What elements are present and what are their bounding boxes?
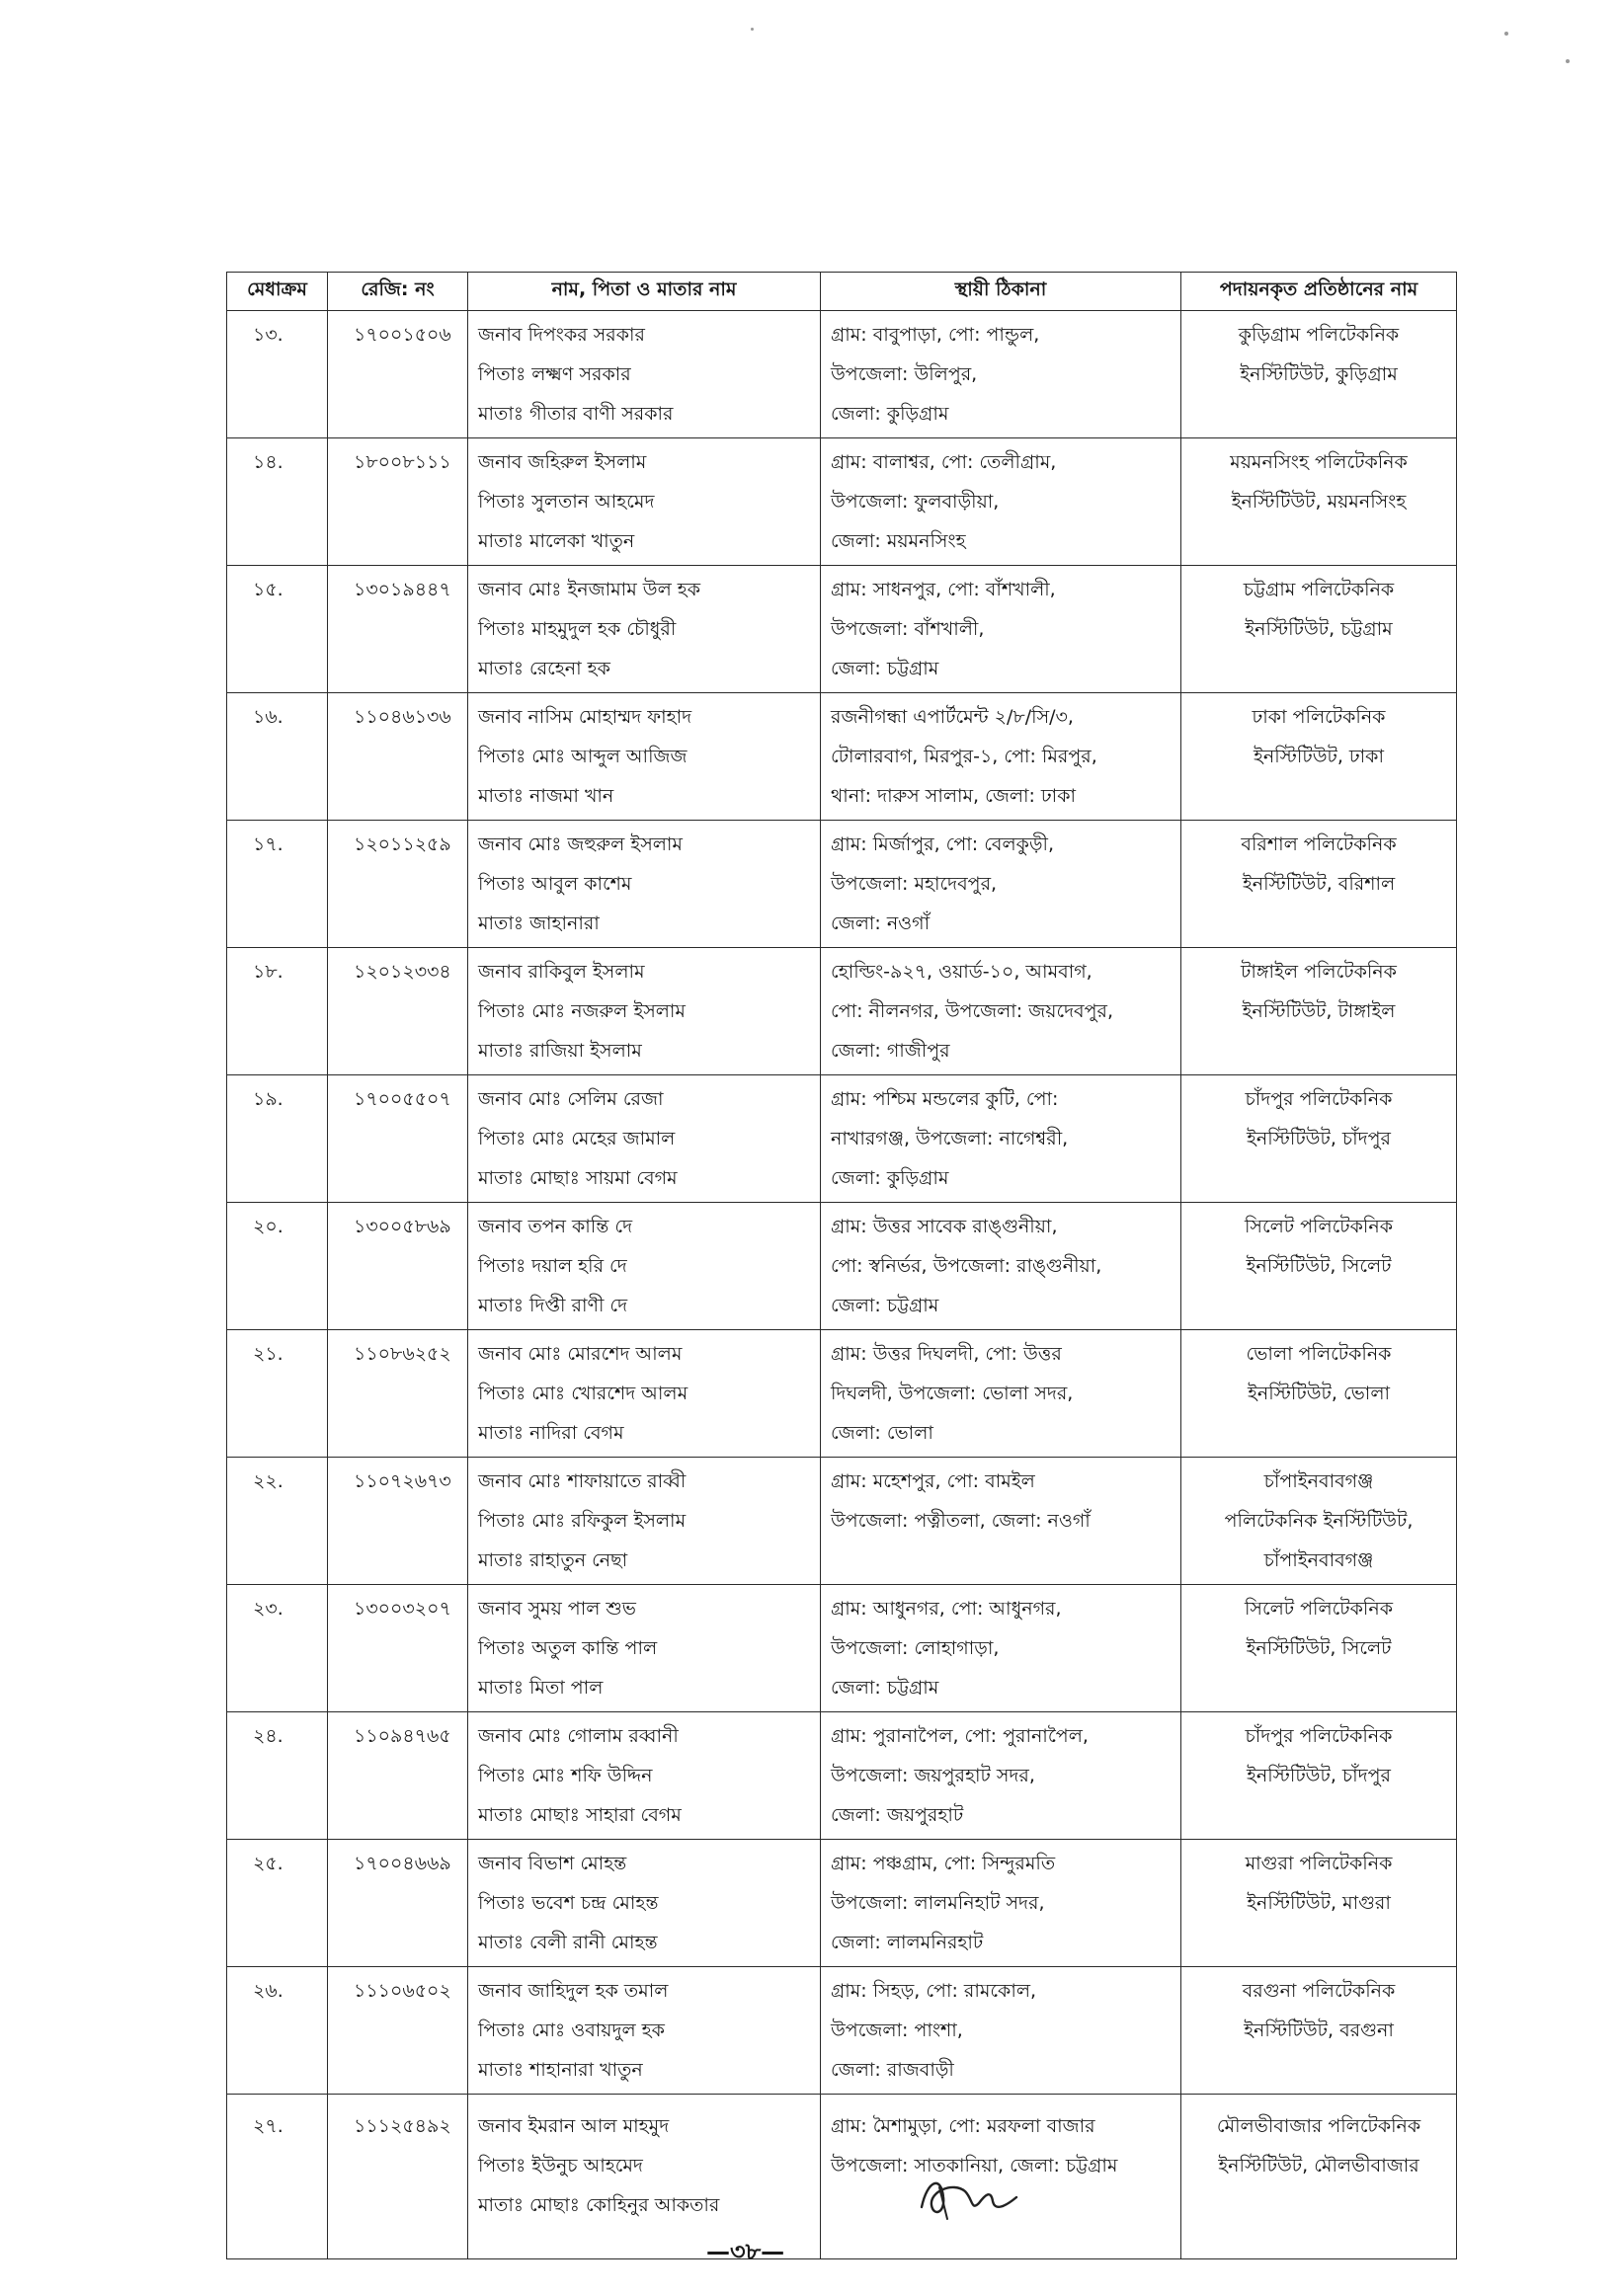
cell-name-line: মাতাঃ নাজমা খান	[478, 785, 614, 807]
cell-serial: ২২.	[227, 1458, 328, 1585]
cell-institute-line: ইনস্টিটিউট, কুড়িগ্রাম	[1240, 363, 1398, 385]
cell-reg-no: ১৩০০৫৮৬৯	[328, 1203, 468, 1330]
cell-name-line: মাতাঃ দিপ্তী রাণী দে	[478, 1295, 628, 1316]
table-row	[227, 1458, 1457, 1585]
cell-name-line: পিতাঃ মোঃ ওবায়দুল হক	[478, 2019, 665, 2041]
cell-name-line: জনাব জহিরুল ইসলাম	[478, 451, 647, 473]
header-serial: মেধাক্রম	[227, 273, 328, 311]
cell-name-line: পিতাঃ মোঃ মেহের জামাল	[478, 1128, 676, 1149]
cell-institute-line: ইনস্টিটিউট, ঢাকা	[1254, 746, 1384, 767]
cell-reg-no: ১১১২৫৪৯২	[328, 2095, 468, 2259]
cell-institute-line: ইনস্টিটিউট, সিলেট	[1246, 1637, 1392, 1659]
cell-name-line: জনাব মোঃ শাফায়াতে রাব্বী	[478, 1470, 687, 1492]
cell-address-line: উপজেলা: লালমনিহাট সদর,	[831, 1892, 1045, 1914]
cell-address-line: জেলা: ময়মনসিংহ	[831, 530, 966, 552]
table-row	[227, 2095, 1457, 2259]
cell-address-line: রজনীগন্ধা এপার্টমেন্ট ২/৮/সি/৩,	[831, 706, 1074, 728]
cell-institute-line: ইনস্টিটিউট, বরগুনা	[1244, 2019, 1394, 2041]
cell-institute-line: ইনস্টিটিউট, সিলেট	[1246, 1255, 1392, 1277]
cell-name	[468, 1967, 821, 2095]
cell-serial: ১৬.	[227, 693, 328, 821]
header-name: নাম, পিতা ও মাতার নাম	[468, 273, 821, 311]
table-row	[227, 1585, 1457, 1712]
cell-address-line: জেলা: কুড়িগ্রাম	[831, 403, 949, 425]
cell-address-line: গ্রাম: উত্তর সাবেক রাঙ্গুনীয়া,	[831, 1216, 1058, 1237]
cell-address-line: উপজেলা: ফুলবাড়ীয়া,	[831, 491, 1000, 513]
cell-address-line: থানা: দারুস সালাম, জেলা: ঢাকা	[831, 785, 1076, 807]
cell-name-line: মাতাঃ গীতার বাণী সরকার	[478, 403, 674, 425]
cell-reg-no: ১২০১২৩৩৪	[328, 948, 468, 1075]
cell-address-line: গ্রাম: উত্তর দিঘলদী, পো: উত্তর	[831, 1343, 1062, 1365]
cell-institute	[1181, 566, 1457, 693]
cell-institute-line: ভোলা পলিটেকনিক	[1246, 1343, 1392, 1365]
cell-name-line: জনাব মোঃ ইনজামাম উল হক	[478, 579, 701, 600]
table-row	[227, 1330, 1457, 1458]
cell-address-line: জেলা: জয়পুরহাট	[831, 1804, 964, 1826]
cell-address-line: জেলা: রাজবাড়ী	[831, 2059, 954, 2081]
cell-address-line: জেলা: ভোলা	[831, 1422, 933, 1444]
cell-address	[821, 1585, 1181, 1712]
cell-institute-line: চট্টগ্রাম পলিটেকনিক	[1243, 579, 1395, 600]
cell-address-line: জেলা: লালমনিরহাট	[831, 1932, 984, 1953]
cell-address	[821, 1967, 1181, 2095]
cell-reg-no: ১৭০০১৫০৬	[328, 311, 468, 438]
cell-institute-line: মাগুরা পলিটেকনিক	[1245, 1853, 1393, 1874]
cell-reg-no: ১১০৭২৬৭৩	[328, 1458, 468, 1585]
cell-name	[468, 1203, 821, 1330]
cell-address-line: উপজেলা: পাংশা,	[831, 2019, 963, 2041]
cell-name	[468, 311, 821, 438]
cell-institute-line: ইনস্টিটিউট, চট্টগ্রাম	[1245, 618, 1393, 640]
cell-institute	[1181, 948, 1457, 1075]
cell-address-line: দিঘলদী, উপজেলা: ভোলা সদর,	[831, 1383, 1074, 1404]
cell-institute-line: মৌলভীবাজার পলিটেকনিক	[1216, 2115, 1421, 2137]
cell-name-line: মাতাঃ মিতা পাল	[478, 1677, 604, 1699]
cell-name-line: মাতাঃ রেহেনা হক	[478, 658, 610, 679]
cell-address-line: গ্রাম: বালাশ্বর, পো: তেলীগ্রাম,	[831, 451, 1057, 473]
table-row	[227, 948, 1457, 1075]
cell-name-line: মাতাঃ জাহানারা	[478, 912, 600, 934]
header-address: স্থায়ী ঠিকানা	[821, 273, 1181, 311]
cell-address-line: উপজেলা: পত্নীতলা, জেলা: নওগাঁ	[831, 1510, 1091, 1532]
cell-institute-line: কুড়িগ্রাম পলিটেকনিক	[1238, 324, 1400, 346]
cell-institute	[1181, 1330, 1457, 1458]
cell-name	[468, 1840, 821, 1967]
cell-address-line: গ্রাম: পঞ্চগ্রাম, পো: সিন্দুরমতি	[831, 1853, 1056, 1874]
cell-address-line: গ্রাম: আধুনগর, পো: আধুনগর,	[831, 1598, 1062, 1620]
cell-serial: ১৮.	[227, 948, 328, 1075]
cell-serial: ২৪.	[227, 1712, 328, 1840]
cell-name	[468, 1075, 821, 1203]
cell-serial: ২৩.	[227, 1585, 328, 1712]
table-row	[227, 1967, 1457, 2095]
table-row	[227, 566, 1457, 693]
cell-institute-line: চাঁদপুর পলিটেকনিক	[1245, 1088, 1393, 1110]
table-row	[227, 1075, 1457, 1203]
cell-address-line: জেলা: নওগাঁ	[831, 912, 931, 934]
cell-address-line: জেলা: চট্টগ্রাম	[831, 658, 939, 679]
cell-serial: ২৬.	[227, 1967, 328, 2095]
cell-name-line: পিতাঃ দয়াল হরি দে	[478, 1255, 627, 1277]
cell-address-line: হোল্ডিং-৯২৭, ওয়ার্ড-১০, আমবাগ,	[831, 961, 1093, 983]
cell-institute-line: ইনস্টিটিউট, মৌলভীবাজার	[1218, 2155, 1419, 2177]
posting-table-container	[226, 272, 1456, 2259]
cell-name	[468, 438, 821, 566]
cell-name-line: পিতাঃ মোঃ রফিকুল ইসলাম	[478, 1510, 687, 1532]
cell-address	[821, 438, 1181, 566]
cell-name-line: মাতাঃ রাহাতুন নেছা	[478, 1549, 628, 1571]
cell-address	[821, 1330, 1181, 1458]
table-row	[227, 1712, 1457, 1840]
cell-name-line: জনাব জাহিদুল হক তমাল	[478, 1980, 669, 2002]
cell-name-line: পিতাঃ ভবেশ চন্দ্র মোহন্ত	[478, 1892, 659, 1914]
cell-name-line: পিতাঃ মাহমুদুল হক চৌধুরী	[478, 618, 677, 640]
cell-address-line: জেলা: চট্টগ্রাম	[831, 1295, 939, 1316]
cell-institute-line: ইনস্টিটিউট, ভোলা	[1248, 1383, 1390, 1404]
cell-name	[468, 1330, 821, 1458]
cell-name-line: জনাব রাকিবুল ইসলাম	[478, 961, 645, 983]
cell-name	[468, 566, 821, 693]
posting-table	[226, 272, 1457, 2259]
cell-address-line: গ্রাম: সাধনপুর, পো: বাঁশখালী,	[831, 579, 1056, 600]
cell-institute-line: ইনস্টিটিউট, ময়মনসিংহ	[1231, 491, 1407, 513]
cell-address	[821, 1203, 1181, 1330]
header-institute: পদায়নকৃত প্রতিষ্ঠানের নাম	[1181, 273, 1457, 311]
cell-name	[468, 1585, 821, 1712]
cell-address-line: পো: নীলনগর, উপজেলা: জয়দেবপুর,	[831, 1000, 1114, 1022]
cell-address-line: গ্রাম: বাবুপাড়া, পো: পান্ডুল,	[831, 324, 1040, 346]
cell-address-line: জেলা: গাজীপুর	[831, 1040, 950, 1062]
cell-reg-no: ১৭০০৪৬৬৯	[328, 1840, 468, 1967]
cell-address	[821, 948, 1181, 1075]
page-number: —৩৮—	[706, 2238, 785, 2265]
scan-speck	[751, 28, 754, 31]
cell-institute	[1181, 2095, 1457, 2259]
table-row	[227, 1840, 1457, 1967]
table-row	[227, 693, 1457, 821]
table-row	[227, 1203, 1457, 1330]
cell-reg-no: ১৩০০৩২০৭	[328, 1585, 468, 1712]
cell-name-line: জনাব মোঃ সেলিম রেজা	[478, 1088, 664, 1110]
cell-address-line: গ্রাম: মহেশপুর, পো: বামইল	[831, 1470, 1035, 1492]
cell-name-line: জনাব দিপংকর সরকার	[478, 324, 645, 346]
cell-name	[468, 1458, 821, 1585]
cell-name-line: পিতাঃ মোঃ নজরুল ইসলাম	[478, 1000, 686, 1022]
cell-institute-line: ইনস্টিটিউট, মাগুরা	[1247, 1892, 1391, 1914]
cell-reg-no: ১৩০১৯৪৪৭	[328, 566, 468, 693]
cell-address	[821, 1458, 1181, 1585]
cell-institute	[1181, 1585, 1457, 1712]
cell-name-line: মাতাঃ শাহানারা খাতুন	[478, 2059, 643, 2081]
cell-address	[821, 1840, 1181, 1967]
cell-name-line: পিতাঃ অতুল কান্তি পাল	[478, 1637, 658, 1659]
cell-name-line: জনাব বিভাশ মোহন্ত	[478, 1853, 627, 1874]
signature	[914, 2168, 1022, 2227]
cell-reg-no: ১২০১১২৫৯	[328, 821, 468, 948]
cell-name-line: মাতাঃ রাজিয়া ইসলাম	[478, 1040, 642, 1062]
cell-name-line: মাতাঃ নাদিরা বেগম	[478, 1422, 624, 1444]
cell-address-line: উপজেলা: মহাদেবপুর,	[831, 873, 998, 895]
cell-address-line: উপজেলা: উলিপুর,	[831, 363, 978, 385]
cell-institute-line: সিলেট পলিটেকনিক	[1244, 1216, 1393, 1237]
cell-institute-line: সিলেট পলিটেকনিক	[1244, 1598, 1393, 1620]
cell-institute-line: বরগুনা পলিটেকনিক	[1242, 1980, 1396, 2002]
cell-address	[821, 1075, 1181, 1203]
cell-institute-line: চাঁপাইনবাবগঞ্জ	[1263, 1549, 1374, 1571]
cell-address-line: টোলারবাগ, মিরপুর-১, পো: মিরপুর,	[831, 746, 1097, 767]
cell-name-line: জনাব তপন কান্তি দে	[478, 1216, 633, 1237]
cell-name-line: মাতাঃ মোছাঃ কোহিনুর আকতার	[478, 2194, 720, 2216]
cell-address-line: গ্রাম: পুরানাপৈল, পো: পুরানাপৈল,	[831, 1725, 1089, 1747]
cell-name-line: জনাব ইমরান আল মাহমুদ	[478, 2115, 670, 2137]
scan-speck	[1566, 59, 1570, 63]
table-body	[227, 311, 1457, 2259]
cell-name-line: পিতাঃ মোঃ খোরশেদ আলম	[478, 1383, 688, 1404]
cell-name-line: জনাব মোঃ জহুরুল ইসলাম	[478, 833, 683, 855]
cell-name-line: পিতাঃ আবুল কাশেম	[478, 873, 632, 895]
cell-address-line: জেলা: কুড়িগ্রাম	[831, 1167, 949, 1189]
cell-institute	[1181, 693, 1457, 821]
cell-serial: ১৫.	[227, 566, 328, 693]
cell-institute-line: পলিটেকনিক ইনস্টিটিউট,	[1224, 1510, 1414, 1532]
cell-serial: ১৪.	[227, 438, 328, 566]
cell-name-line: জনাব মোঃ মোরশেদ আলম	[478, 1343, 683, 1365]
cell-address	[821, 693, 1181, 821]
cell-reg-no: ১১০৯৪৭৬৫	[328, 1712, 468, 1840]
cell-reg-no: ১১০৪৬১৩৬	[328, 693, 468, 821]
cell-address-line: উপজেলা: জয়পুরহাট সদর,	[831, 1765, 1035, 1786]
cell-name-line: পিতাঃ সুলতান আহমেদ	[478, 491, 655, 513]
header-reg-no: রেজি: নং	[328, 273, 468, 311]
table-row	[227, 438, 1457, 566]
cell-name-line: পিতাঃ মোঃ আব্দুল আজিজ	[478, 746, 688, 767]
cell-name-line: মাতাঃ মোছাঃ সাহারা বেগম	[478, 1804, 682, 1826]
cell-address-line: উপজেলা: লোহাগাড়া,	[831, 1637, 1000, 1659]
table-row	[227, 311, 1457, 438]
cell-address-line: গ্রাম: মৈশামুড়া, পো: মরফলা বাজার	[831, 2115, 1095, 2137]
scan-speck	[1504, 32, 1508, 36]
cell-serial: ২০.	[227, 1203, 328, 1330]
cell-institute	[1181, 1203, 1457, 1330]
cell-institute-line: ঢাকা পলিটেকনিক	[1252, 706, 1386, 728]
cell-reg-no: ১৭০০৫৫০৭	[328, 1075, 468, 1203]
cell-name-line: পিতাঃ লক্ষ্মণ সরকার	[478, 363, 631, 385]
cell-name	[468, 948, 821, 1075]
table-header-row	[227, 273, 1457, 311]
cell-institute-line: ইনস্টিটিউট, চাঁদপুর	[1246, 1765, 1392, 1786]
cell-address	[821, 821, 1181, 948]
cell-address-line: নাখারগঞ্জ, উপজেলা: নাগেশ্বরী,	[831, 1128, 1069, 1149]
cell-institute-line: চাঁপাইনবাবগঞ্জ	[1263, 1470, 1374, 1492]
cell-name-line: মাতাঃ মালেকা খাতুন	[478, 530, 635, 552]
cell-institute-line: বরিশাল পলিটেকনিক	[1241, 833, 1397, 855]
cell-name-line: জনাব মোঃ গোলাম রব্বানী	[478, 1725, 679, 1747]
cell-serial: ১৯.	[227, 1075, 328, 1203]
cell-institute	[1181, 1967, 1457, 2095]
cell-institute	[1181, 821, 1457, 948]
cell-institute	[1181, 438, 1457, 566]
cell-institute-line: ময়মনসিংহ পলিটেকনিক	[1230, 451, 1408, 473]
cell-address	[821, 1712, 1181, 1840]
cell-name	[468, 693, 821, 821]
cell-institute	[1181, 1075, 1457, 1203]
table-row	[227, 821, 1457, 948]
cell-name-line: মাতাঃ বেলী রানী মোহন্ত	[478, 1932, 658, 1953]
cell-institute	[1181, 311, 1457, 438]
cell-institute	[1181, 1840, 1457, 1967]
cell-name-line: মাতাঃ মোছাঃ সায়মা বেগম	[478, 1167, 678, 1189]
cell-serial: ১৩.	[227, 311, 328, 438]
cell-serial: ২৭.	[227, 2095, 328, 2259]
cell-institute-line: চাঁদপুর পলিটেকনিক	[1245, 1725, 1393, 1747]
cell-name	[468, 821, 821, 948]
cell-address-line: গ্রাম: সিহড়, পো: রামকোল,	[831, 1980, 1037, 2002]
cell-address-line: গ্রাম: পশ্চিম মন্ডলের কুটি, পো:	[831, 1088, 1059, 1110]
cell-address-line: গ্রাম: মির্জাপুর, পো: বেলকুড়ী,	[831, 833, 1054, 855]
cell-reg-no: ১১০৮৬২৫২	[328, 1330, 468, 1458]
cell-institute-line: ইনস্টিটিউট, টাঙ্গাইল	[1242, 1000, 1396, 1022]
cell-serial: ২১.	[227, 1330, 328, 1458]
cell-institute	[1181, 1712, 1457, 1840]
cell-name-line: জনাব সুময় পাল শুভ	[478, 1598, 636, 1620]
cell-name-line: পিতাঃ মোঃ শফি উদ্দিন	[478, 1765, 653, 1786]
cell-name	[468, 1712, 821, 1840]
cell-address	[821, 311, 1181, 438]
cell-serial: ২৫.	[227, 1840, 328, 1967]
cell-address-line: উপজেলা: সাতকানিয়া, জেলা: চট্টগ্রাম	[831, 2155, 1118, 2177]
cell-reg-no: ১১১০৬৫০২	[328, 1967, 468, 2095]
cell-institute-line: টাঙ্গাইল পলিটেকনিক	[1241, 961, 1397, 983]
cell-name-line: পিতাঃ ইউনুচ আহমেদ	[478, 2155, 643, 2177]
cell-institute	[1181, 1458, 1457, 1585]
cell-reg-no: ১৮০০৮১১১	[328, 438, 468, 566]
cell-address	[821, 566, 1181, 693]
cell-name-line: জনাব নাসিম মোহাম্মদ ফাহাদ	[478, 706, 692, 728]
cell-address-line: উপজেলা: বাঁশখালী,	[831, 618, 985, 640]
cell-institute-line: ইনস্টিটিউট, বরিশাল	[1242, 873, 1396, 895]
cell-institute-line: ইনস্টিটিউট, চাঁদপুর	[1246, 1128, 1392, 1149]
cell-address-line: পো: স্বনির্ভর, উপজেলা: রাঙ্গুনীয়া,	[831, 1255, 1102, 1277]
cell-address-line: জেলা: চট্টগ্রাম	[831, 1677, 939, 1699]
cell-serial: ১৭.	[227, 821, 328, 948]
